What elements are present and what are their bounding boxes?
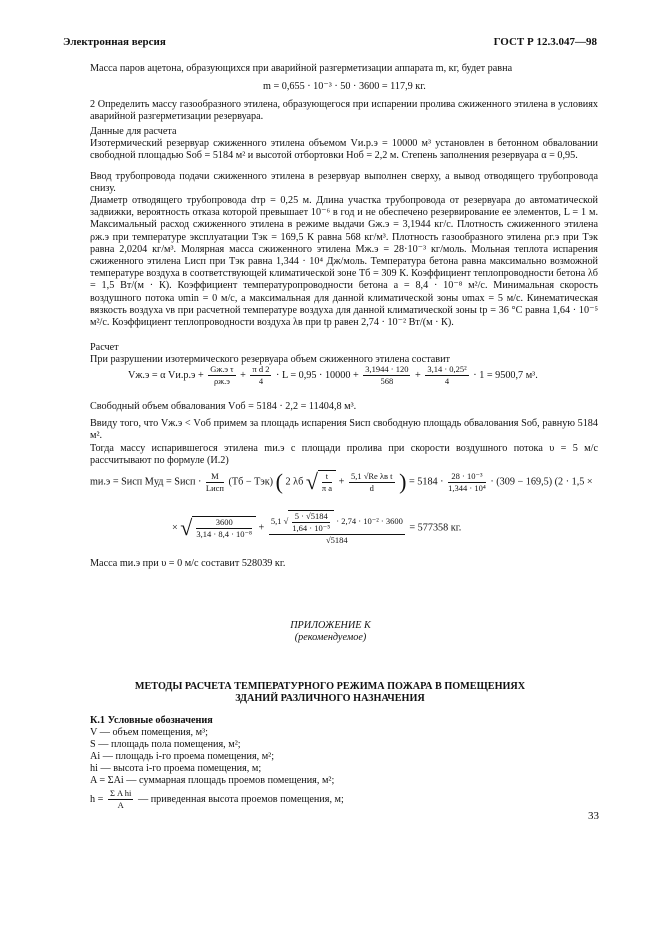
paragraph	[90, 558, 598, 570]
paragraph-text: Масса mи.э при υ = 0 м/с составит 528039 кг.	[90, 558, 286, 569]
paragraph	[90, 63, 598, 75]
paragraph-text: Ввод трубопровода подачи сжиженного этилена в резервуар выполнен сверху, а вывод отводящего трубопровода снизу.	[90, 171, 598, 195]
formula-volume: Vж.э = α Vи.р.э + $\frac{\text{Gж.э τ}}{\rho ж.э}$ + $\frac{\text{π d 2}}{4}$ · L = 0,95 · 10000 + $\frac{3,1944 \cdot 120}{568}$ + $\frac{\text{3,14 · 0,25²}}{4}$ · 1 = 9500,7 м³.	[128, 364, 538, 386]
paragraph	[90, 171, 598, 195]
list-item: hi — высота i-го проема помещения, м;	[90, 763, 262, 774]
paragraph	[90, 138, 598, 162]
appendix-title-line1: МЕТОДЫ РАСЧЕТА ТЕМПЕРАТУРНОГО РЕЖИМА ПОЖАРА В ПОМЕЩЕНИЯХ	[134, 681, 526, 692]
paragraph	[90, 443, 598, 467]
paragraph	[90, 401, 598, 413]
header-left: Электронная версия	[63, 36, 166, 48]
paragraph-text: Свободный объем обвалования Vоб = 5184 · 2,2 = 11404,8 м³.	[90, 401, 357, 412]
paragraph	[90, 418, 598, 442]
header-right: ГОСТ Р 12.3.047—98	[493, 36, 597, 48]
list-item: A = ΣAi — суммарная площадь проемов помещения, м²;	[90, 775, 335, 786]
paragraph-text: Изотермический резервуар сжиженного этилена объемом Vи.р.э = 10000 м³ установлен в бетонном обваловании свободной площадью Sоб = 5184 м² и высотой отбортовки Hоб = 2,2 м. Степень заполнения резервуара α = 0,95.	[90, 138, 598, 162]
paragraph-text: Ввиду того, что Vж.э < Vоб примем за площадь испарения Sисп свободную площадь обвалования Sоб, равную 5184 м².	[90, 418, 598, 442]
appendix-type: (рекомендуемое)	[294, 632, 367, 643]
formula-evaporation-line1: mи.э = Sисп Mуд = Sисп · $\frac{M}{\text{Lисп}}$ (Tб − Tэк) ( 2 λб √ $\frac{t}{\text{π a}}$ + $\frac{\text{5,1 √Re λв t}}{d}$ ) = 5184 · $\frac{\text{28 · 10⁻³}}{\text{1,344 · 10⁴}}$ · (309 − 169,5) (2 · 1,5 ×	[90, 468, 593, 494]
paragraph-text: При разрушении изотермического резервуара объем сжиженного этилена составит	[90, 354, 451, 365]
formula-evaporation-line2: × √ $\frac{3600}{\text{3,14 · 8,4 · 10⁻⁸}}$ + 5,1 √ $\frac{5 \cdot √5184}{\text{1,64 · 10⁻⁵}}$ · 2,74 · 10⁻² · 3600 √5184 = 577358 кг.	[172, 511, 462, 545]
formula-mass: m = 0,655 · 10⁻³ · 50 · 3600 = 117,9 кг.	[263, 81, 426, 92]
page-number: 33	[588, 810, 599, 822]
list-item: V — объем помещения, м³;	[90, 727, 208, 738]
paragraph-text: Данные для расчета	[90, 126, 177, 137]
list-item-height-formula: h = $\frac{\text{Σ A hi}}{A}$ — приведенная высота проемов помещения, м;	[90, 788, 344, 810]
paragraph-text: 2 Определить массу газообразного этилена, образующегося при испарении пролива сжиженного этилена в условиях аварийной разгерметизации резервуара.	[90, 99, 598, 123]
paragraph-text: Тогда массу испарившегося этилена mи.э с площади пролива при скорости воздушного потока υ = 5 м/с рассчитывают по формуле (И.2)	[90, 443, 598, 467]
appendix-title-line2: ЗДАНИЙ РАЗЛИЧНОГО НАЗНАЧЕНИЯ	[235, 693, 425, 704]
section-heading: К.1 Условные обозначения	[90, 715, 213, 726]
paragraph-text: Расчет	[90, 342, 119, 353]
appendix-name: ПРИЛОЖЕНИЕ К	[290, 620, 371, 631]
list-item: Ai — площадь i-го проема помещения, м²;	[90, 751, 275, 762]
paragraph-text: Масса паров ацетона, образующихся при аварийной разгерметизации аппарата m, кг, будет равна	[90, 63, 513, 74]
paragraph	[90, 99, 598, 123]
paragraph-text: Диаметр отводящего трубопровода dтр = 0,25 м. Длина участка трубопровода от резервуара до автоматической задвижки, вероятность отказа которой превышает 10⁻⁶ в год и не обеспечено резервирование ее элементов, L = 1 м. Максимальный расход сжиженного этилена в режиме выдачи Gж.э = 3,1944 кг/с. Плотность сжиженного этилена ρж.э при температуре эксплуатации Tэк = 169,5 К равна 568 кг/м³. Плотность газообразного этилена ρг.э при Tэк равна 2,0204 кг/м³. Молярная масса сжиженного этилена Mж.э = 28·10⁻³ кг/моль. Мольная теплота испарения сжиженного этилена Lисп при Tэк равна 1,344 · 10⁴ Дж/моль. Температура бетона равна максимально возможной температуре воздуха в соответствующей климатической зоне Tб = 309 К. Коэффициент теплопроводности бетона λб = 1,5 Вт/(м · К). Коэффициент температуропроводности бетона a = 8,4 · 10⁻⁸ м²/с. Минимальная скорость воздушного потока υmin = 0 м/с, а максимальная для данной климатической зоны υmax = 5 м/с. Кинематическая вязкость воздуха νв при расчетной температуре воздуха для данной климатической зоны tр = 36 °С равна 1,64 · 10⁻⁵ м²/с. Коэффициент теплопроводности воздуха λв при tр равен 2,74 · 10⁻² Вт/(м · К).	[90, 195, 598, 329]
list-item: S — площадь пола помещения, м²;	[90, 739, 241, 750]
paragraph	[90, 342, 598, 354]
paragraph	[90, 126, 598, 138]
paragraph	[90, 195, 598, 329]
